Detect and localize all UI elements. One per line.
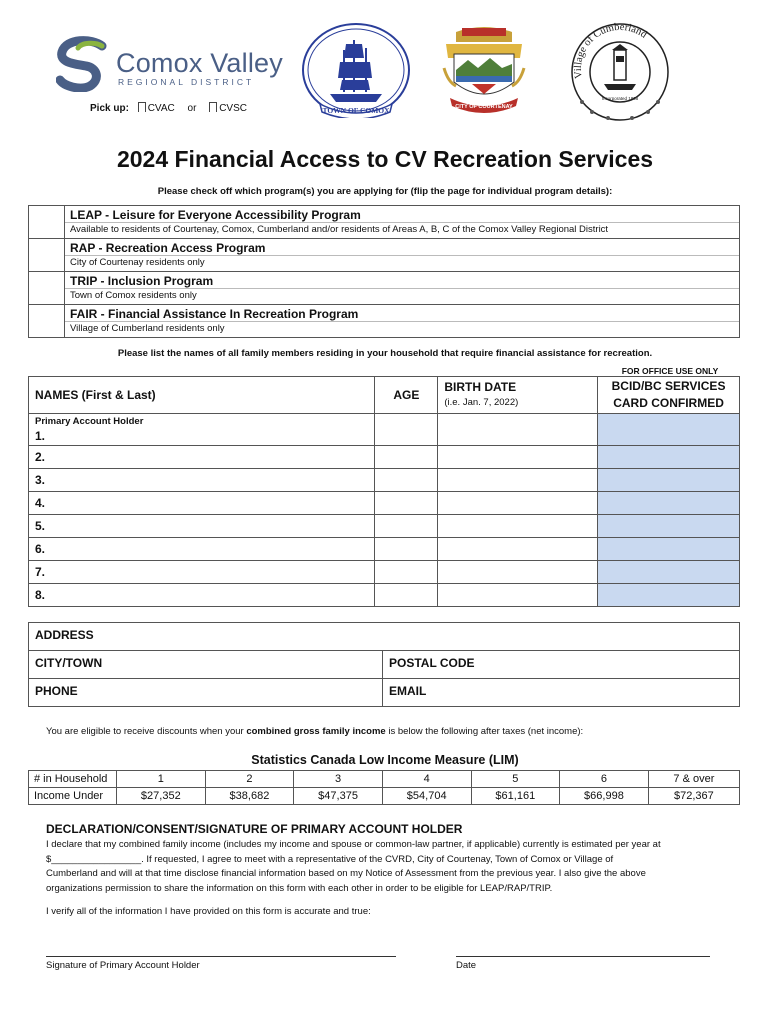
age-cell[interactable] [375, 492, 438, 515]
program-instructions: Please check off which program(s) you are applying for (flip the page for individual program details): [157, 186, 613, 197]
email-field[interactable]: EMAIL [383, 679, 740, 707]
program-name: TRIP - Inclusion Program [65, 272, 739, 289]
lim-income: $66,998 [560, 788, 649, 805]
office-header-line2: CARD CONFIRMED [613, 396, 724, 410]
member-name-cell[interactable]: 8. [29, 584, 375, 607]
col-office-header [598, 377, 740, 414]
city-of-courtenay-text: CITY OF COURTENAY [455, 104, 513, 110]
declaration-line: I declare that my combined family income (includes my income and spouse or common-law partner, if applicable) currently is estimated per year at [46, 839, 661, 850]
age-cell[interactable] [375, 561, 438, 584]
birthdate-hint: (i.e. Jan. 7, 2022) [444, 397, 519, 408]
family-instructions: Please list the names of all family members residing in your household that require financial assistance for recreation. [117, 348, 653, 359]
member-name-cell[interactable]: 7. [29, 561, 375, 584]
program-rap [65, 239, 740, 272]
program-desc: Village of Cumberland residents only [70, 323, 225, 334]
town-of-comox-seal [300, 22, 412, 118]
age-cell[interactable] [375, 446, 438, 469]
pickup-or: or [187, 103, 197, 114]
village-incorporated-text: Incorporated 1898 [601, 96, 639, 101]
program-desc: Available to residents of Courtenay, Comox, Cumberland and/or residents of Areas A, B, C of the Comox Valley Regional District [70, 224, 609, 235]
eligibility-text [46, 726, 583, 737]
col-birthdate-header [438, 377, 598, 414]
family-members-table [28, 376, 740, 607]
declaration-line: $_________________. If requested, I agree to meet with a representative of the CVRD, City of Courtenay, Town of Comox or Village of [46, 853, 614, 865]
program-trip [65, 272, 740, 305]
program-name: RAP - Recreation Access Program [65, 239, 739, 256]
age-cell[interactable] [375, 515, 438, 538]
office-cell [598, 446, 740, 469]
city-field[interactable]: CITY/TOWN [29, 651, 383, 679]
phone-field[interactable]: PHONE [29, 679, 383, 707]
signature-line[interactable] [46, 945, 396, 957]
eligibility-bold: combined gross family income [246, 726, 386, 737]
lim-household: 7 & over [648, 771, 739, 788]
address-field[interactable]: ADDRESS [29, 623, 740, 651]
cvrd-swoosh-icon [56, 36, 116, 92]
program-name: LEAP - Leisure for Everyone Accessibility Program [65, 206, 739, 223]
member-name-cell[interactable]: 3. [29, 469, 375, 492]
age-cell[interactable] [375, 469, 438, 492]
program-fair [65, 305, 740, 338]
lim-income: $54,704 [382, 788, 471, 805]
program-name: FAIR - Financial Assistance In Recreation Program [65, 305, 739, 322]
primary-holder-name-cell[interactable] [29, 414, 375, 446]
lim-household: 1 [117, 771, 206, 788]
member-name-cell[interactable]: 6. [29, 538, 375, 561]
program-table [28, 205, 740, 338]
lim-household: 5 [471, 771, 560, 788]
town-of-comox-text: TOWN OF COMOX [322, 106, 390, 115]
page-title: 2024 Financial Access to CV Recreation Services [116, 146, 654, 172]
program-checkbox-rap[interactable] [29, 239, 65, 272]
program-desc: Town of Comox residents only [70, 290, 197, 301]
birthdate-cell[interactable] [438, 561, 598, 584]
age-cell[interactable] [375, 584, 438, 607]
date-label: Date [456, 960, 477, 971]
program-desc: City of Courtenay residents only [70, 257, 205, 268]
cvrd-name: Comox Valley [116, 48, 283, 78]
birthdate-cell[interactable] [438, 446, 598, 469]
col-age-header: AGE [375, 377, 438, 414]
birthdate-cell[interactable] [438, 492, 598, 515]
office-cell [598, 492, 740, 515]
lim-household: 2 [205, 771, 294, 788]
birthdate-title: BIRTH DATE [444, 380, 517, 394]
lim-income: $72,367 [648, 788, 739, 805]
cvrd-subtitle: REGIONAL DISTRICT [118, 77, 255, 87]
member-name-cell[interactable]: 4. [29, 492, 375, 515]
lim-income: $38,682 [205, 788, 294, 805]
lim-household: 4 [382, 771, 471, 788]
member-name-cell[interactable]: 5. [29, 515, 375, 538]
office-cell [598, 469, 740, 492]
birthdate-cell[interactable] [438, 515, 598, 538]
birthdate-cell[interactable] [438, 469, 598, 492]
cvrd-logo [56, 36, 283, 96]
col-names-header: NAMES (First & Last) [29, 377, 375, 414]
village-of-cumberland-text: Village of Cumberland [572, 22, 649, 80]
row-number: 1. [35, 429, 46, 443]
office-header-line1: BCID/BC SERVICES [611, 379, 726, 393]
lim-title: Statistics Canada Low Income Measure (LIM) [251, 753, 519, 767]
signature-label: Signature of Primary Account Holder [46, 960, 200, 971]
lim-income-label: Income Under [29, 788, 117, 805]
primary-holder-label: Primary Account Holder [35, 416, 144, 427]
eligibility-post: is below the following after taxes (net income): [385, 726, 584, 737]
program-checkbox-fair[interactable] [29, 305, 65, 338]
declaration-text [46, 838, 736, 896]
date-line[interactable] [456, 945, 710, 957]
program-checkbox-leap[interactable] [29, 206, 65, 239]
lim-household: 3 [294, 771, 383, 788]
lim-income: $27,352 [117, 788, 206, 805]
city-of-courtenay-crest [442, 24, 526, 116]
office-use-only-label: FOR OFFICE USE ONLY [621, 366, 719, 376]
lim-household-label: # in Household [29, 771, 117, 788]
lim-income: $47,375 [294, 788, 383, 805]
pickup-options [90, 102, 247, 114]
birthdate-cell[interactable] [438, 538, 598, 561]
pickup-cvac-label: CVAC [147, 103, 175, 114]
age-cell[interactable] [375, 414, 438, 446]
birthdate-cell[interactable] [438, 584, 598, 607]
declaration-line: Cumberland and will at that time disclose financial information based on my Notice of Assessment from the previous year. I also give the above [46, 868, 646, 879]
village-of-cumberland-seal [568, 22, 672, 122]
pickup-cvsc-checkbox[interactable] [209, 102, 217, 112]
verify-text: I verify all of the information I have provided on this form is accurate and true: [46, 906, 371, 917]
office-cell [598, 414, 740, 446]
member-name-cell[interactable]: 2. [29, 446, 375, 469]
office-cell [598, 515, 740, 538]
lim-table [28, 770, 740, 805]
office-cell [598, 538, 740, 561]
birthdate-cell[interactable] [438, 414, 598, 446]
contact-table [28, 622, 740, 707]
declaration-title: DECLARATION/CONSENT/SIGNATURE OF PRIMARY ACCOUNT HOLDER [46, 822, 463, 836]
office-cell [598, 561, 740, 584]
program-checkbox-trip[interactable] [29, 272, 65, 305]
lim-household: 6 [560, 771, 649, 788]
lim-income: $61,161 [471, 788, 560, 805]
postal-code-field[interactable]: POSTAL CODE [383, 651, 740, 679]
declaration-line: organizations permission to share the information on this form with each other in order to be eligible for LEAP/RAP/TRIP. [46, 882, 553, 894]
program-leap [65, 206, 740, 239]
pickup-cvac-checkbox[interactable] [138, 102, 146, 112]
eligibility-pre: You are eligible to receive discounts when your [46, 726, 247, 737]
age-cell[interactable] [375, 538, 438, 561]
pickup-label: Pick up: [90, 103, 129, 114]
office-cell [598, 584, 740, 607]
pickup-cvsc-label: CVSC [219, 103, 247, 114]
